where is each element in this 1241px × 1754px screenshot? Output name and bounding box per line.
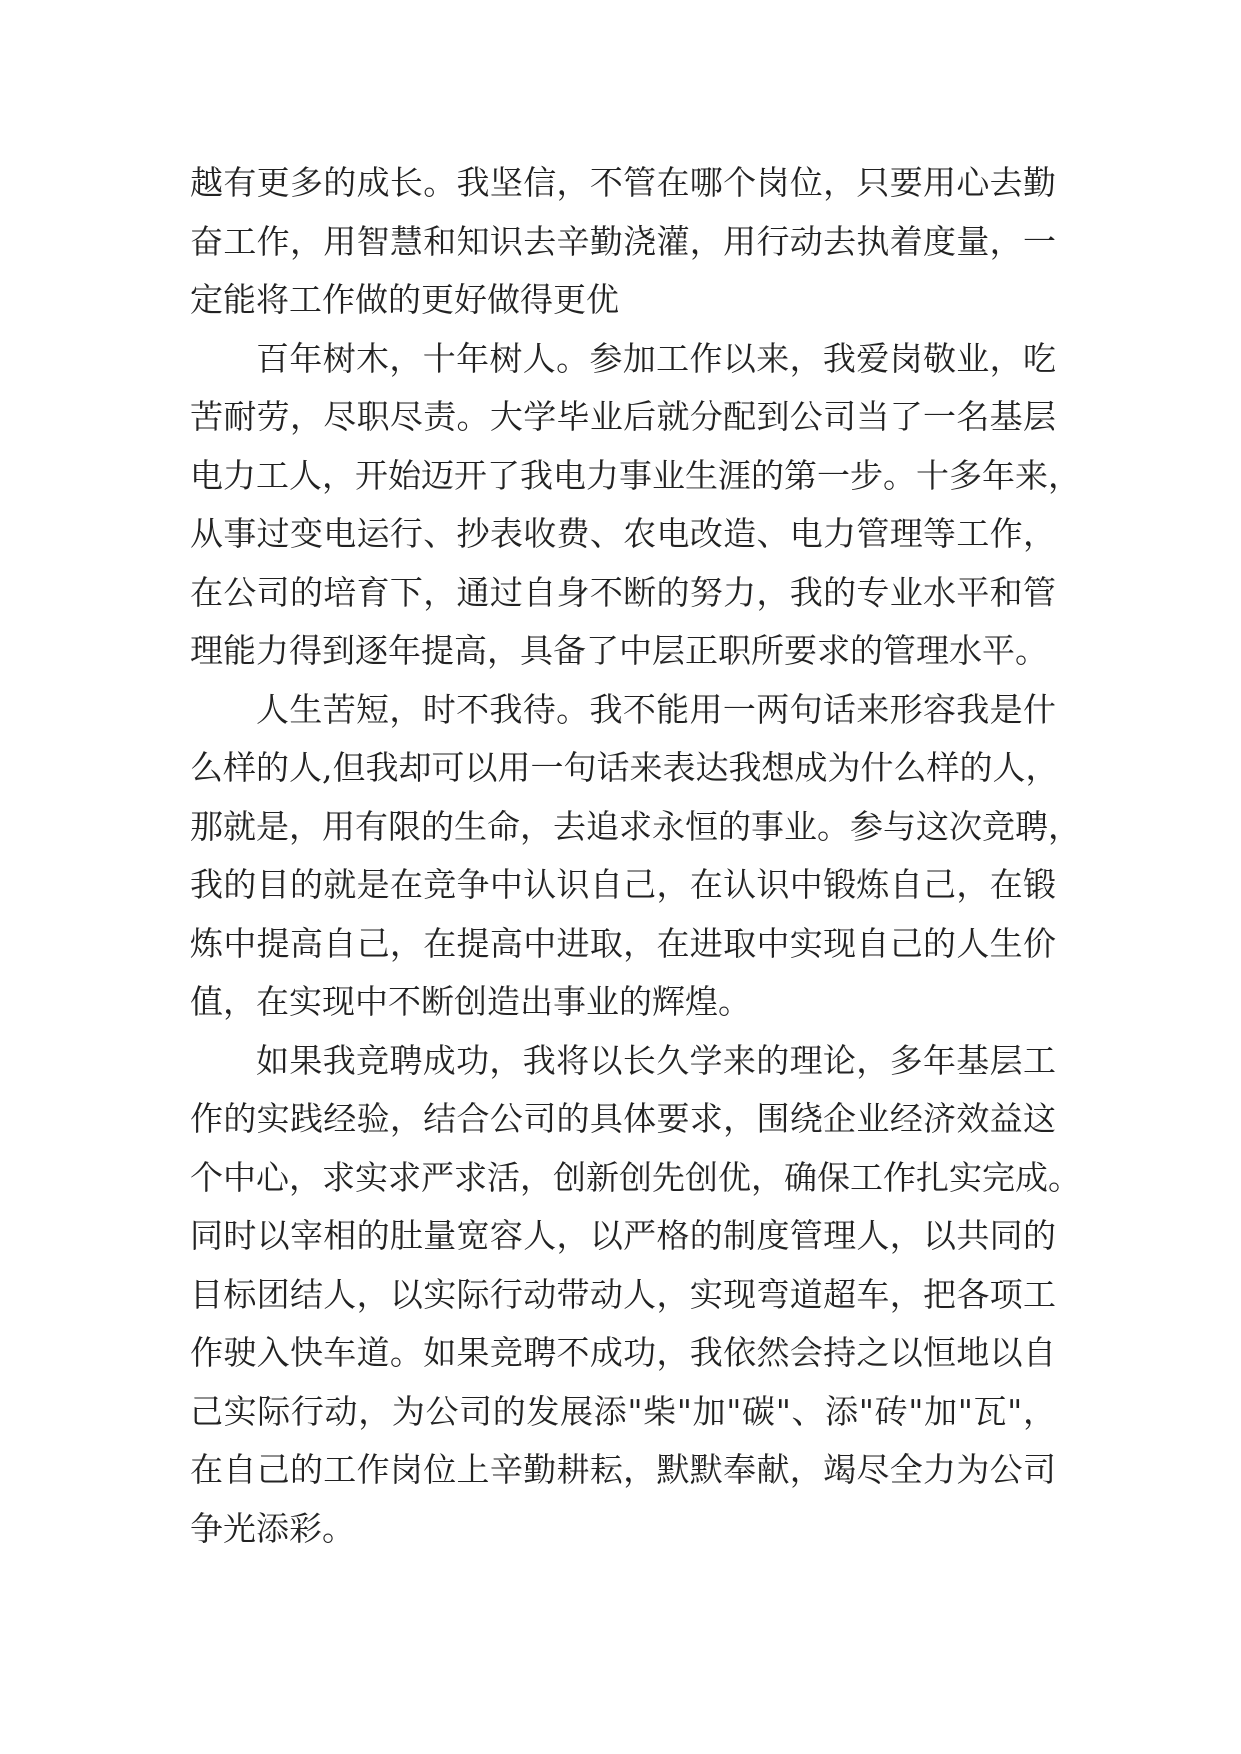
text-line: 己实际行动，为公司的发展添"柴"加"碳"、添"砖"加"瓦"， — [190, 1391, 1056, 1431]
text-line: 同时以宰相的肚量宽容人，以严格的制度管理人，以共同的 — [190, 1216, 1056, 1255]
text-line: 那就是，用有限的生命，去追求永恒的事业。参与这次竞聘， — [190, 806, 1081, 846]
text-line: 百年树木，十年树人。参加工作以来，我爱岗敬业，吃 — [256, 338, 1056, 378]
text-line: 个中心，求实求严求活，创新创先创优，确保工作扎实完成。 — [190, 1157, 1081, 1197]
text-line: 我的目的就是在竞争中认识自己，在认识中锻炼自己，在锻 — [190, 865, 1056, 904]
text-line: 定能将工作做的更好做得更优 — [190, 280, 619, 319]
text-line: 么样的人,但我却可以用一句话来表达我想成为什么样的人， — [190, 748, 1059, 787]
text-line: 作驶入快车道。如果竞聘不成功，我依然会持之以恒地以自 — [190, 1333, 1056, 1372]
text-line: 电力工人，开始迈开了我电力事业生涯的第一步。十多年来， — [190, 455, 1081, 495]
text-line: 越有更多的成长。我坚信，不管在哪个岗位，只要用心去勤 — [190, 163, 1056, 202]
text-line: 人生苦短，时不我待。我不能用一两句话来形容我是什 — [256, 689, 1056, 729]
text-line: 炼中提高自己，在提高中进取，在进取中实现自己的人生价 — [190, 923, 1056, 963]
text-line: 理能力得到逐年提高，具备了中层正职所要求的管理水平。 — [190, 631, 1048, 670]
text-line: 目标团结人，以实际行动带动人，实现弯道超车，把各项工 — [190, 1274, 1056, 1314]
text-line: 如果我竞聘成功，我将以长久学来的理论，多年基层工 — [256, 1040, 1056, 1080]
text-line: 争光添彩。 — [190, 1508, 355, 1548]
text-line: 值，在实现中不断创造出事业的辉煌。 — [190, 982, 751, 1021]
text-line: 作的实践经验，结合公司的具体要求，围绕企业经济效益这 — [190, 1099, 1056, 1138]
text-line: 奋工作，用智慧和知识去辛勤浇灌，用行动去执着度量，一 — [190, 221, 1056, 261]
text-line: 在自己的工作岗位上辛勤耕耘，默默奉献，竭尽全力为公司 — [190, 1450, 1056, 1489]
text-line: 从事过变电运行、抄表收费、农电改造、电力管理等工作， — [190, 514, 1056, 553]
body-text — [190, 154, 1081, 1558]
text-line: 在公司的培育下，通过自身不断的努力，我的专业水平和管 — [190, 572, 1056, 612]
text-line: 苦耐劳，尽职尽责。大学毕业后就分配到公司当了一名基层 — [190, 397, 1056, 436]
